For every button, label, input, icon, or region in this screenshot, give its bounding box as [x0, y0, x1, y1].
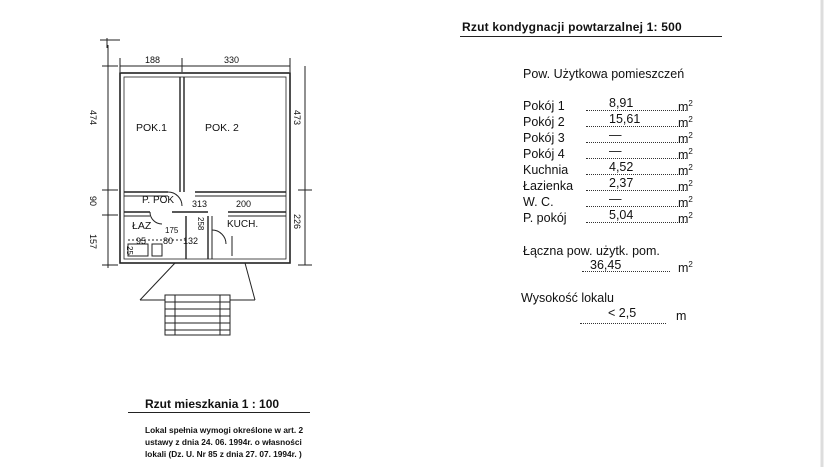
- room-name: Pokój 1: [523, 99, 565, 113]
- room-row: [523, 208, 723, 227]
- floor-plan-title: Rzut kondygnacji powtarzalnej 1: 500: [462, 20, 682, 34]
- room-unit: $m^2$: [678, 115, 693, 131]
- room-value: 2,37: [609, 176, 634, 190]
- floor-plan-title-underline: [460, 36, 722, 37]
- room-name: Łazienka: [523, 179, 574, 193]
- dim-175: 175: [165, 226, 179, 235]
- room-row: [523, 128, 723, 147]
- total-area-value: 36,45: [590, 258, 622, 272]
- room-unit: $m^2$: [678, 163, 693, 179]
- room-value: —: [609, 128, 622, 142]
- room-unit: $m^2$: [678, 99, 693, 115]
- dim-474: 474: [88, 110, 98, 126]
- height-value: < 2,5: [608, 306, 637, 320]
- dim-132: 132: [183, 236, 199, 246]
- room-name: Pokój 4: [523, 147, 565, 161]
- room-label-pok1: POK.1: [136, 122, 167, 134]
- room-label-pok2: POK. 2: [205, 122, 239, 134]
- room-value: 5,04: [609, 208, 634, 222]
- dim-188: 188: [145, 55, 161, 65]
- room-label-kuch: KUCH.: [227, 219, 259, 230]
- height-dots: [580, 322, 666, 324]
- dim-200: 200: [236, 199, 252, 209]
- total-area-label: Łączna pow. użytk. pom.: [523, 244, 660, 258]
- room-value: 4,52: [609, 160, 634, 174]
- dim-473: 473: [292, 110, 302, 126]
- legal-note-line-1: Lokal spełnia wymogi określone w art. 2: [145, 425, 304, 435]
- room-value: —: [609, 144, 622, 158]
- room-value: 8,91: [609, 96, 634, 110]
- room-unit: $m^2$: [678, 147, 693, 163]
- room-unit: $m^2$: [678, 131, 693, 147]
- height-label: Wysokość lokalu: [521, 291, 614, 305]
- dim-80: 80: [163, 236, 174, 246]
- usable-area-heading: Pow. Użytkowa pomieszczeń: [523, 67, 685, 81]
- apartment-plan-title-underline: [128, 412, 310, 413]
- room-name: Pokój 3: [523, 131, 565, 145]
- room-unit: $m^2$: [678, 195, 693, 211]
- room-unit: $m^2$: [678, 211, 693, 227]
- room-value: —: [609, 192, 622, 206]
- room-label-ppok: P. POK: [142, 195, 175, 206]
- room-row: [523, 176, 723, 195]
- legal-note-line-2: ustawy z dnia 24. 06. 1994r. o własności: [145, 437, 302, 447]
- dim-90: 90: [88, 196, 98, 207]
- dim-95: 95: [136, 236, 147, 246]
- room-row: [523, 112, 723, 131]
- room-name: Pokój 2: [523, 115, 565, 129]
- dim-313: 313: [192, 199, 208, 209]
- room-name: W. C.: [523, 195, 554, 209]
- apartment-plan-title: Rzut mieszkania 1 : 100: [145, 397, 280, 411]
- legal-note-line-3: lokali (Dz. U. Nr 85 z dnia 27. 07. 1994r. ): [145, 449, 302, 459]
- dim-226: 226: [292, 214, 302, 230]
- room-value: 15,61: [609, 112, 641, 126]
- room-label-laz: ŁAZ: [132, 220, 152, 232]
- height-unit: m: [676, 309, 687, 323]
- dim-157: 157: [88, 234, 98, 250]
- room-name: Kuchnia: [523, 163, 569, 177]
- room-unit: $m^2$: [678, 179, 693, 195]
- dim-330: 330: [224, 55, 240, 65]
- total-area-unit: $m^2$: [678, 260, 693, 276]
- room-name: P. pokój: [523, 211, 567, 225]
- dim-258: 258: [196, 217, 205, 231]
- dim-25: 25: [125, 246, 134, 255]
